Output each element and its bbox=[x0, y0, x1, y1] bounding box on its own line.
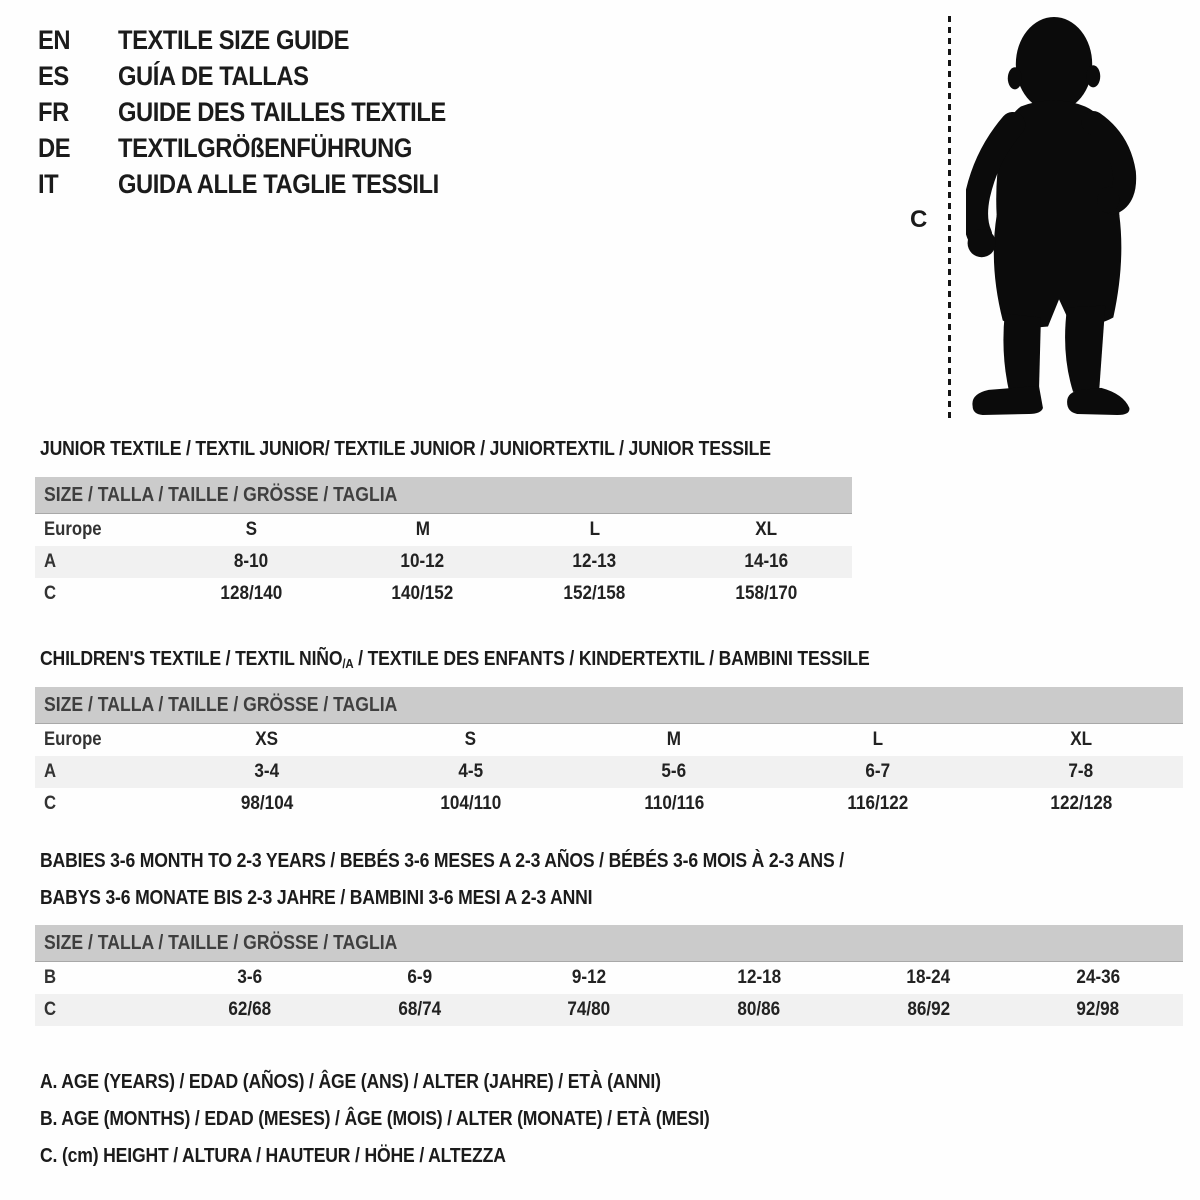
cell: 122/128 bbox=[1050, 793, 1113, 814]
cell: 10-12 bbox=[400, 551, 445, 572]
cell: 140/152 bbox=[391, 583, 454, 604]
cell: 4-5 bbox=[458, 761, 483, 782]
row-label: B bbox=[44, 967, 57, 988]
table-row-a bbox=[35, 546, 852, 578]
row-label: A bbox=[44, 761, 57, 782]
lang-title-en: TEXTILE SIZE GUIDE bbox=[118, 25, 350, 55]
legend-line-a: A. AGE (YEARS) / EDAD (AÑOS) / ÂGE (ANS) / ALTER (JAHRE) / ETÀ (ANNI) bbox=[40, 1071, 661, 1093]
table-header-bar: SIZE / TALLA / TAILLE / GRÖSSE / TAGLIA bbox=[35, 687, 1183, 724]
row-label: A bbox=[44, 551, 57, 572]
cell: L bbox=[589, 519, 600, 540]
size-table-junior bbox=[35, 477, 852, 610]
lang-title-it: GUIDA ALLE TAGLIE TESSILI bbox=[118, 169, 439, 199]
cell: 98/104 bbox=[240, 793, 293, 814]
row-label: C bbox=[44, 999, 57, 1020]
lang-code-es: ES bbox=[38, 61, 69, 91]
lang-line-fr bbox=[38, 94, 491, 130]
table-header-bar: SIZE / TALLA / TAILLE / GRÖSSE / TAGLIA bbox=[35, 925, 1183, 962]
cell: 7-8 bbox=[1068, 761, 1094, 782]
lang-line-it bbox=[38, 166, 491, 202]
language-title-block bbox=[38, 22, 491, 202]
table-row-c bbox=[35, 788, 1183, 820]
babies-heading-line1: BABIES 3-6 MONTH TO 2-3 YEARS / BEBÉS 3-6 MESES A 2-3 AÑOS / BÉBÉS 3-6 MOIS À 2-3 ANS / bbox=[40, 850, 844, 872]
cell: 80/86 bbox=[737, 999, 781, 1020]
cell: XS bbox=[255, 729, 279, 750]
cell: L bbox=[872, 729, 883, 750]
cell: 128/140 bbox=[219, 583, 282, 604]
table-row-c bbox=[35, 578, 852, 610]
section-heading-children: CHILDREN'S TEXTILE / TEXTIL NIÑO/A / TEXTILE DES ENFANTS / KINDERTEXTIL / BAMBINI TESSILE bbox=[40, 648, 870, 671]
table-row-a bbox=[35, 756, 1183, 788]
cell: M bbox=[415, 519, 430, 540]
cell: 104/110 bbox=[439, 793, 501, 814]
cell: 12-13 bbox=[572, 551, 617, 572]
cell: 152/158 bbox=[563, 583, 626, 604]
cell: 116/122 bbox=[847, 793, 909, 814]
cell: S bbox=[245, 519, 257, 540]
lang-title-es: GUÍA DE TALLAS bbox=[118, 61, 309, 91]
lang-line-en bbox=[38, 22, 491, 58]
lang-code-fr: FR bbox=[38, 97, 69, 127]
table-row-europe bbox=[35, 514, 852, 546]
legend-line-c: C. (cm) HEIGHT / ALTURA / HAUTEUR / HÖHE / ALTEZZA bbox=[40, 1145, 506, 1167]
size-table-children bbox=[35, 687, 1183, 820]
toddler-silhouette-icon bbox=[966, 16, 1138, 418]
cell: 24-36 bbox=[1076, 967, 1121, 988]
lang-code-de: DE bbox=[38, 133, 71, 163]
row-label: Europe bbox=[44, 519, 102, 540]
measure-legend bbox=[40, 1064, 801, 1175]
cell: 110/116 bbox=[644, 793, 704, 814]
size-table-babies bbox=[35, 925, 1183, 1026]
cell: 92/98 bbox=[1076, 999, 1120, 1020]
cell: 74/80 bbox=[567, 999, 611, 1020]
cell: 14-16 bbox=[744, 551, 788, 572]
lang-title-fr: GUIDE DES TAILLES TEXTILE bbox=[118, 97, 446, 127]
cell: 12-18 bbox=[736, 967, 781, 988]
cell: 6-9 bbox=[407, 967, 432, 988]
height-dashed-line bbox=[948, 16, 951, 418]
cell: 5-6 bbox=[661, 761, 687, 782]
measure-label-c: C bbox=[910, 206, 928, 233]
row-label: C bbox=[44, 793, 57, 814]
cell: XL bbox=[1070, 729, 1093, 750]
row-label: C bbox=[44, 583, 57, 604]
row-label: Europe bbox=[44, 729, 102, 750]
cell: 68/74 bbox=[398, 999, 441, 1020]
heading-subscript: /A bbox=[342, 656, 354, 671]
cell: M bbox=[666, 729, 682, 750]
table-header-bar: SIZE / TALLA / TAILLE / GRÖSSE / TAGLIA bbox=[35, 477, 852, 514]
table-row-b bbox=[35, 962, 1183, 994]
lang-line-de bbox=[38, 130, 491, 166]
table-row-europe bbox=[35, 724, 1183, 756]
cell: 158/170 bbox=[735, 583, 798, 604]
cell: 3-6 bbox=[237, 967, 263, 988]
cell: S bbox=[464, 729, 477, 750]
cell: 18-24 bbox=[906, 967, 951, 988]
cell: 9-12 bbox=[572, 967, 607, 988]
cell: 62/68 bbox=[228, 999, 272, 1020]
lang-title-de: TEXTILGRÖßENFÜHRUNG bbox=[118, 133, 412, 163]
babies-heading-line2: BABYS 3-6 MONATE BIS 2-3 JAHRE / BAMBINI 3-6 MESI A 2-3 ANNI bbox=[40, 887, 593, 909]
cell: 3-4 bbox=[254, 761, 280, 782]
section-heading-babies bbox=[40, 843, 954, 917]
lang-code-it: IT bbox=[38, 169, 59, 199]
legend-line-b: B. AGE (MONTHS) / EDAD (MESES) / ÂGE (MOIS) / ALTER (MONATE) / ETÀ (MESI) bbox=[40, 1108, 710, 1130]
table-row-c bbox=[35, 994, 1183, 1026]
cell: XL bbox=[755, 519, 778, 540]
lang-code-en: EN bbox=[38, 25, 71, 55]
lang-line-es bbox=[38, 58, 491, 94]
cell: 8-10 bbox=[233, 551, 268, 572]
section-heading-junior: JUNIOR TEXTILE / TEXTIL JUNIOR/ TEXTILE JUNIOR / JUNIORTEXTIL / JUNIOR TESSILE bbox=[40, 438, 771, 460]
cell: 86/92 bbox=[907, 999, 950, 1020]
cell: 6-7 bbox=[865, 761, 890, 782]
